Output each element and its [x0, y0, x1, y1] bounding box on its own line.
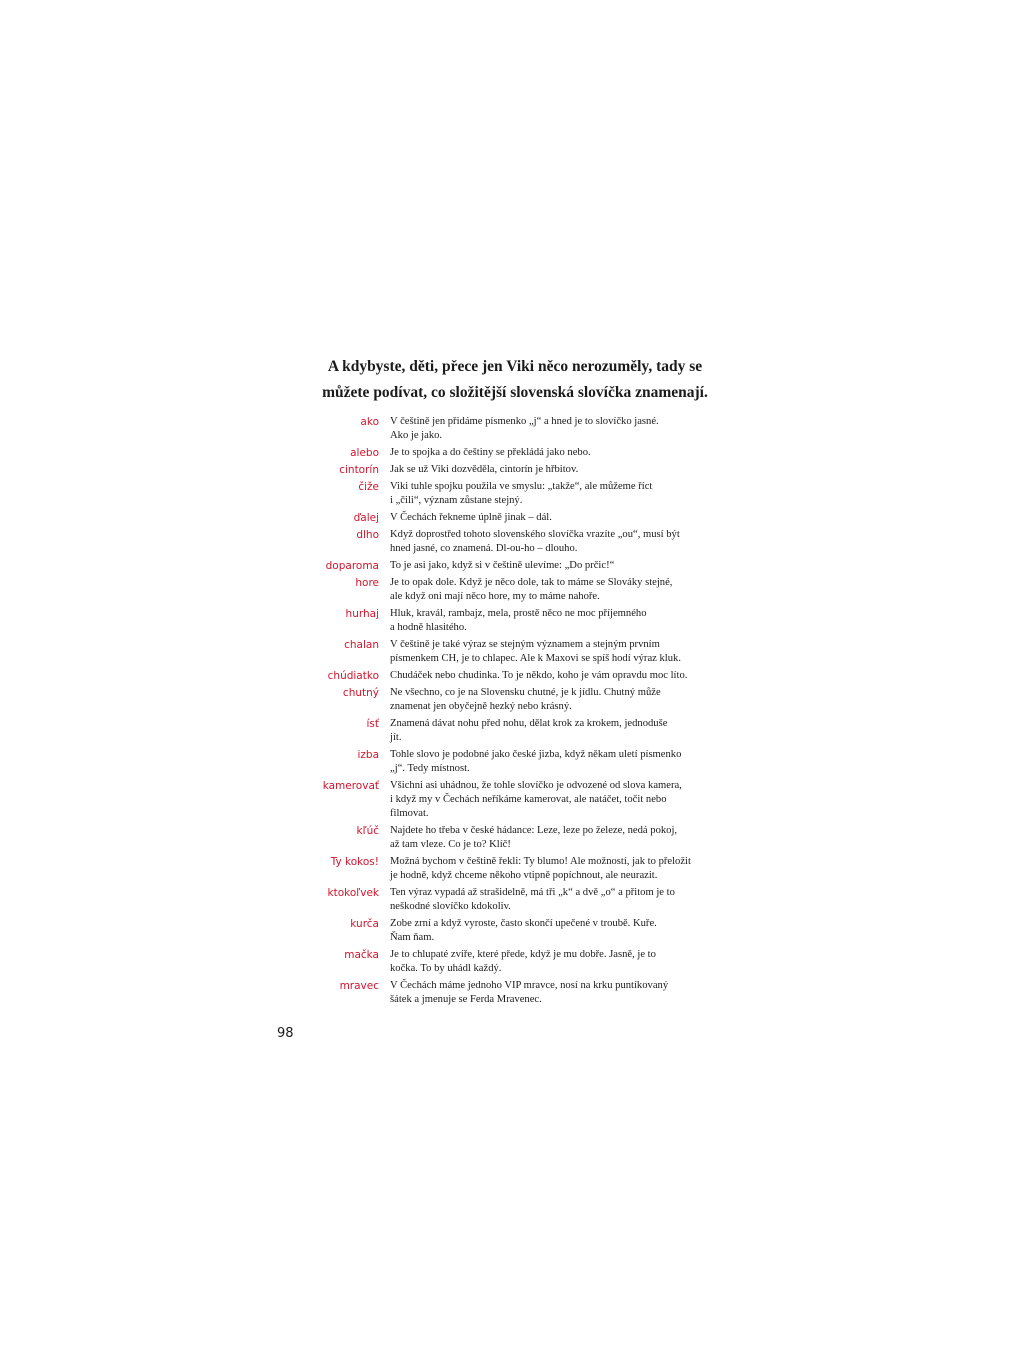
glossary-entry: [300, 479, 730, 508]
definition-line: jít.: [390, 732, 402, 743]
glossary-definition: [390, 445, 720, 460]
definition-line: Je to spojka a do češtiny se překládá jako nebo.: [390, 447, 591, 458]
glossary-term: Ty kokos!: [330, 856, 379, 868]
glossary-entry: [300, 916, 730, 945]
heading-line-2: můžete podívat, co složitější slovenská slovíčka znamenají.: [322, 384, 708, 401]
glossary-entry: [300, 462, 730, 477]
glossary-entry: [300, 414, 730, 443]
definition-line: hned jasné, co znamená. Dl-ou-ho – dlouho.: [390, 543, 578, 554]
definition-line: V Čechách řekneme úplně jinak – dál.: [390, 512, 552, 523]
glossary-entry: [300, 778, 730, 821]
glossary-entry: [300, 558, 730, 573]
definition-line: Ňam ňam.: [390, 932, 435, 943]
definition-line: Je to opak dole. Když je něco dole, tak to máme se Slováky stejné,: [390, 577, 673, 588]
glossary-entry: [300, 854, 730, 883]
glossary-term: kľúč: [356, 825, 379, 837]
glossary-term: kurča: [350, 918, 379, 930]
definition-line: i když my v Čechách neříkáme kamerovat, ale natáčet, točit nebo: [390, 794, 667, 805]
heading-line-1: A kdybyste, děti, přece jen Viki něco nerozuměly, tady se: [327, 358, 703, 375]
glossary-definition: [390, 479, 720, 508]
glossary-entry: [300, 445, 730, 460]
glossary-term: izba: [357, 749, 379, 761]
glossary-term: doparoma: [325, 560, 379, 572]
definition-line: Jak se už Viki dozvěděla, cintorín je hřbitov.: [390, 464, 579, 475]
glossary-entry: [300, 747, 730, 776]
glossary-entry: [300, 575, 730, 604]
glossary-term: hore: [355, 577, 379, 589]
definition-line: je hodně, když chceme někoho vtipně popíchnout, ale neurazit.: [390, 870, 658, 881]
definition-line: Když doprostřed tohoto slovenského slovíčka vrazíte „ou“, musí být: [390, 529, 680, 540]
definition-line: Je to chlupaté zvíře, které přede, když je mu dobře. Jasně, je to: [390, 949, 656, 960]
glossary-term: chúdiatko: [327, 670, 379, 682]
definition-line: „j“. Tedy místnost.: [390, 763, 470, 774]
glossary-definition: [390, 668, 720, 683]
glossary-term: chalan: [344, 639, 379, 651]
definition-line: Najdete ho třeba v české hádance: Leze, leze po železe, nedá pokoj,: [390, 825, 678, 836]
definition-line: Možná bychom v češtině řekli: Ty blumo! Ale možností, jak to přeložit: [390, 856, 691, 867]
definition-line: Tohle slovo je podobné jako české jizba, když někam uletí písmenko: [390, 749, 682, 760]
glossary-definition: [390, 637, 720, 666]
glossary-term: cintorín: [339, 464, 379, 476]
definition-line: Ne všechno, co je na Slovensku chutné, je k jídlu. Chutný může: [390, 687, 661, 698]
glossary-definition: [390, 916, 720, 945]
glossary-definition: [390, 716, 720, 745]
glossary-term: mačka: [344, 949, 379, 961]
definition-line: Chudáček nebo chudinka. To je někdo, koho je vám opravdu moc líto.: [390, 670, 688, 681]
glossary-definition: [390, 462, 720, 477]
glossary-entry: [300, 637, 730, 666]
definition-line: šátek a jmenuje se Ferda Mravenec.: [390, 994, 542, 1005]
definition-line: V Čechách máme jednoho VIP mravce, nosí na krku puntíkovaný: [390, 980, 669, 991]
glossary-definition: [390, 885, 720, 914]
glossary-entry: [300, 668, 730, 683]
definition-line: Zobe zrní a když vyroste, často skončí upečené v troubě. Kuře.: [390, 918, 657, 929]
glossary-definition: [390, 527, 720, 556]
glossary-definition: [390, 414, 720, 443]
definition-line: filmovat.: [390, 808, 429, 819]
glossary-term: ktokoľvek: [327, 887, 379, 899]
glossary-term: dlho: [356, 529, 379, 541]
definition-line: znamenat jen obyčejně hezký nebo krásný.: [390, 701, 572, 712]
glossary-definition: [390, 823, 720, 852]
glossary-entry: [300, 947, 730, 976]
definition-line: Viki tuhle spojku použila ve smyslu: „takže“, ale můžeme říct: [390, 481, 653, 492]
definition-line: Všichni asi uhádnou, že tohle slovíčko je odvozené od slova kamera,: [390, 780, 682, 791]
definition-line: kočka. To by uhádl každý.: [390, 963, 502, 974]
definition-line: Ako je jako.: [390, 430, 443, 441]
glossary-entry: [300, 510, 730, 525]
glossary-term: alebo: [350, 447, 379, 459]
glossary-entry: [300, 978, 730, 1007]
definition-line: Ten výraz vypadá až strašidelně, má tři „k“ a dvě „o“ a přitom je to: [390, 887, 675, 898]
definition-line: V češtině jen přidáme písmenko „j“ a hned je to slovíčko jasné.: [390, 416, 659, 427]
glossary-term: ďalej: [353, 512, 379, 524]
glossary-definition: [390, 947, 720, 976]
glossary-term: kamerovať: [322, 780, 379, 792]
glossary-term: mravec: [339, 980, 379, 992]
definition-line: až tam vleze. Co je to? Klíč!: [390, 839, 511, 850]
glossary-definition: [390, 747, 720, 776]
glossary-definition: [390, 978, 720, 1007]
definition-line: i „čili“, význam zůstane stejný.: [390, 495, 523, 506]
definition-line: ale když oni mají něco hore, my to máme nahoře.: [390, 591, 600, 602]
glossary-term: ísť: [366, 718, 379, 730]
glossary-entry: [300, 527, 730, 556]
definition-line: Znamená dávat nohu před nohu, dělat krok za krokem, jednoduše: [390, 718, 668, 729]
glossary-entry: [300, 885, 730, 914]
glossary-entry: [300, 823, 730, 852]
glossary-definition: [390, 606, 720, 635]
glossary-entry: [300, 606, 730, 635]
glossary-entry: [300, 716, 730, 745]
definition-line: To je asi jako, když si v češtině ulevíme: „Do prčic!“: [390, 560, 615, 571]
glossary-term: čiže: [358, 481, 379, 493]
glossary-term: ako: [360, 416, 379, 428]
glossary-definition: [390, 558, 720, 573]
glossary-definition: [390, 575, 720, 604]
definition-line: písmenkem CH, je to chlapec. Ale k Maxovi se spíš hodí výraz kluk.: [390, 653, 681, 664]
definition-line: V češtině je také výraz se stejným významem a stejným prvním: [390, 639, 660, 650]
glossary-definition: [390, 854, 720, 883]
definition-line: Hluk, kravál, rambajz, mela, prostě něco ne moc příjemného: [390, 608, 647, 619]
definition-line: neškodné slovíčko kdokoliv.: [390, 901, 511, 912]
glossary-term: hurhaj: [345, 608, 379, 620]
glossary-term: chutný: [342, 687, 379, 699]
glossary-definition: [390, 778, 720, 821]
page-number: 98: [277, 1026, 294, 1041]
page-heading: [300, 354, 730, 406]
definition-line: a hodně hlasitého.: [390, 622, 467, 633]
glossary-entry: [300, 685, 730, 714]
glossary-definition: [390, 685, 720, 714]
glossary-list: [300, 414, 730, 1009]
glossary-definition: [390, 510, 720, 525]
